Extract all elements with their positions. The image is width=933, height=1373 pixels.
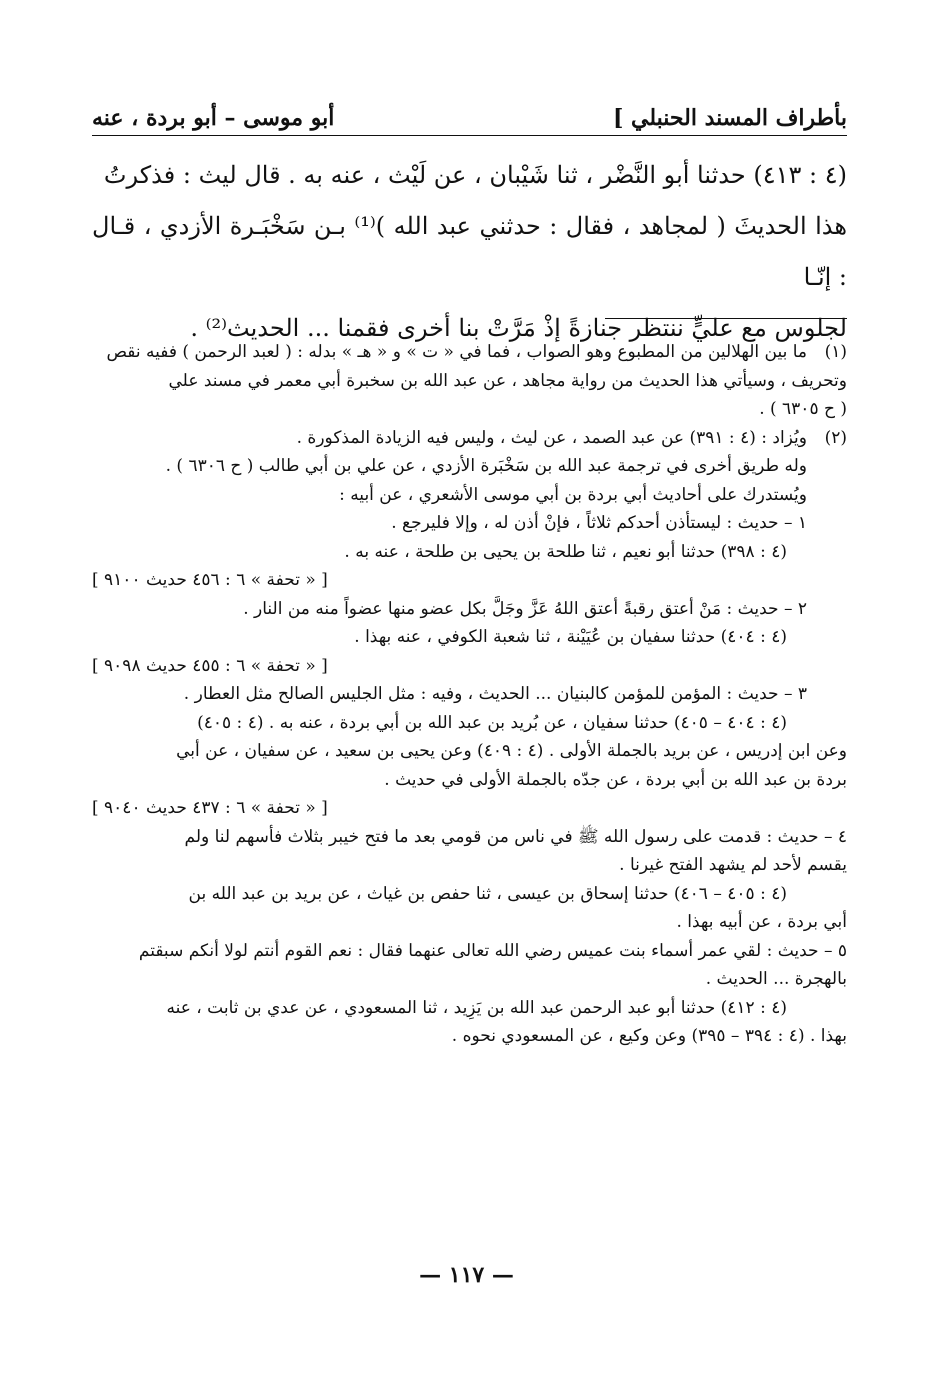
hadith-5-text-line-2: بالهجرة ... الحديث . — [705, 969, 847, 989]
hadith-3-text: ٣ – حديث : المؤمن للمؤمن كالبنيان ... الحديث ، وفيه : مثل الجليس الصالح مثل العطار . — [183, 684, 807, 704]
footnote-2-number: (٢) — [824, 427, 847, 448]
hadith-1-tuhfa-ref: [ « تحفة » ٦ : ٤٥٦ حديث ٩١٠٠ ] — [92, 570, 328, 590]
hadith-4-isnad-line-1: (٤ : ٤٠٥ – ٤٠٦) حدثنا إسحاق بن عيسى ، ثنا حفص بن غياث ، عن بريد بن عبد الله بن — [188, 883, 787, 904]
hadith-3-isnad-line-2: وعن ابن إدريس ، عن بريد بالجملة الأولى . (٤ : ٤٠٩) وعن يحيى بن سعيد ، عن سفيان ، عن أبي — [176, 741, 847, 761]
footnote-2-line-2: وله طريق أخرى في ترجمة عبد الله بن سَخْبَرة الأزدي ، عن علي بن أبي طالب ( ح ٦٣٠٦ ) . — [165, 456, 807, 476]
footnotes — [92, 338, 847, 1051]
hadith-2-tuhfa-ref: [ « تحفة » ٦ : ٤٥٥ حديث ٩٠٩٨ ] — [92, 655, 328, 676]
footnote-separator — [605, 318, 847, 319]
hadith-1-isnad: (٤ : ٣٩٨) حدثنا أبو نعيم ، ثنا طلحة بن يحيى بن طلحة ، عنه به . — [344, 541, 787, 562]
main-line-1: (٤ : ٤١٣) حدثنا أبو النَّضْر ، ثنا شَيْبان ، عن لَيْث ، عنه به . قال ليث : فذكرتُ — [103, 161, 847, 189]
main-line-2: هذا الحديثَ ( لمجاهد ، فقال : حدثني عبد الله )⁽¹⁾ بـن سَخْبَـرة الأزدي ، قـال : إنّـا — [92, 212, 847, 291]
hadith-4-text-line-1: ٤ – حديث : قدمت على رسول الله ﷺ في ناس من قومي بعد ما فتح خيبر بثلاث فأسهم لنا ولم — [184, 826, 847, 847]
footnote-1-number: (١) — [824, 342, 847, 362]
hadith-3-tuhfa-ref: [ « تحفة » ٦ : ٤٣٧ حديث ٩٠٤٠ ] — [92, 798, 328, 818]
hadith-4-isnad-line-2: أبي بردة ، عن أبيه بهذا . — [676, 912, 847, 932]
footnote-1 — [92, 338, 847, 367]
hadith-1-text: ١ – حديث : ليستأذن أحدكم ثلاثاً ، فإنْ أذن له ، وإلا فليرجع . — [391, 513, 807, 533]
hadith-2-isnad: (٤ : ٤٠٤) حدثنا سفيان بن عُيَيْنة ، ثنا شعبة الكوفي ، عنه بهذا . — [354, 627, 787, 647]
hadith-5-isnad-line-2: بهذا . (٤ : ٣٩٤ – ٣٩٥) وعن وكيع ، عن المسعودي نحوه . — [451, 1026, 847, 1046]
hadith-3-isnad-line-1: (٤ : ٤٠٤ – ٤٠٥) حدثنا سفيان ، عن بُريد بن عبد الله بن أبي بردة ، عنه به . (٤ : ٤٠٥) — [197, 712, 787, 733]
main-text — [92, 150, 847, 354]
hadith-5-text-line-1: ٥ – حديث : لقي عمر أسماء بنت عميس رضي الله تعالى عنهما فقال : نعم القوم أنتم لولا أنكم سبقتم — [138, 940, 847, 961]
hadith-3-isnad-line-3: بردة بن عبد الله بن أبي بردة ، عن جدّه بالجملة الأولى في حديث . — [384, 769, 847, 790]
footnote-2-line-1: ويُزاد : (٤ : ٣٩١) عن عبد الصمد ، عن ليث ، وليس فيه الزيادة المذكورة . — [296, 427, 807, 448]
footnote-1-line-3: ( ح ٦٣٠٥ ) . — [759, 399, 847, 419]
main-line-3: لجلوس مع عليٍّ ننتظر جنازةً إذْ مَرَّتْ بنا أخرى فقمنا ... الحديث⁽²⁾ . — [190, 314, 847, 342]
hadith-5-isnad-line-1: (٤ : ٤١٢) حدثنا أبو عبد الرحمن عبد الله بن يَزِيد ، ثنا المسعودي ، عن عدي بن ثابت ، عنه — [166, 997, 787, 1018]
running-header — [92, 98, 847, 136]
page-number: — ١١٧ — — [419, 1262, 514, 1288]
footnote-1-line-1: ما بين الهلالين من المطبوع وهو الصواب ، فما في « ت » و « هـ » بدله : ( لعبد الرحمن ) ففيه نقص — [106, 342, 807, 362]
footnote-2-line-3: ويُستدرك على أحاديث أبي بردة بن أبي موسى الأشعري ، عن أبيه : — [339, 484, 807, 505]
header-section-title: أبو موسى – أبو بردة ، عنه — [92, 105, 335, 131]
header-book-title: بأطراف المسند الحنبلي ] — [612, 105, 847, 131]
footnote-1-line-2: وتحريف ، وسيأتي هذا الحديث من رواية مجاهد ، عن عبد الله بن سخبرة أبي معمر في مسند علي — [168, 370, 847, 391]
hadith-4-text-line-2: يقسم لأحد لم يشهد الفتح غيرنا . — [619, 855, 847, 875]
hadith-2-text: ٢ – حديث : مَنْ أعتق رقبةً أعتق اللهُ عَزَّ وجَلَّ بكل عضو منها عضواً منه من النار . — [243, 598, 807, 619]
footnote-2 — [92, 424, 847, 453]
